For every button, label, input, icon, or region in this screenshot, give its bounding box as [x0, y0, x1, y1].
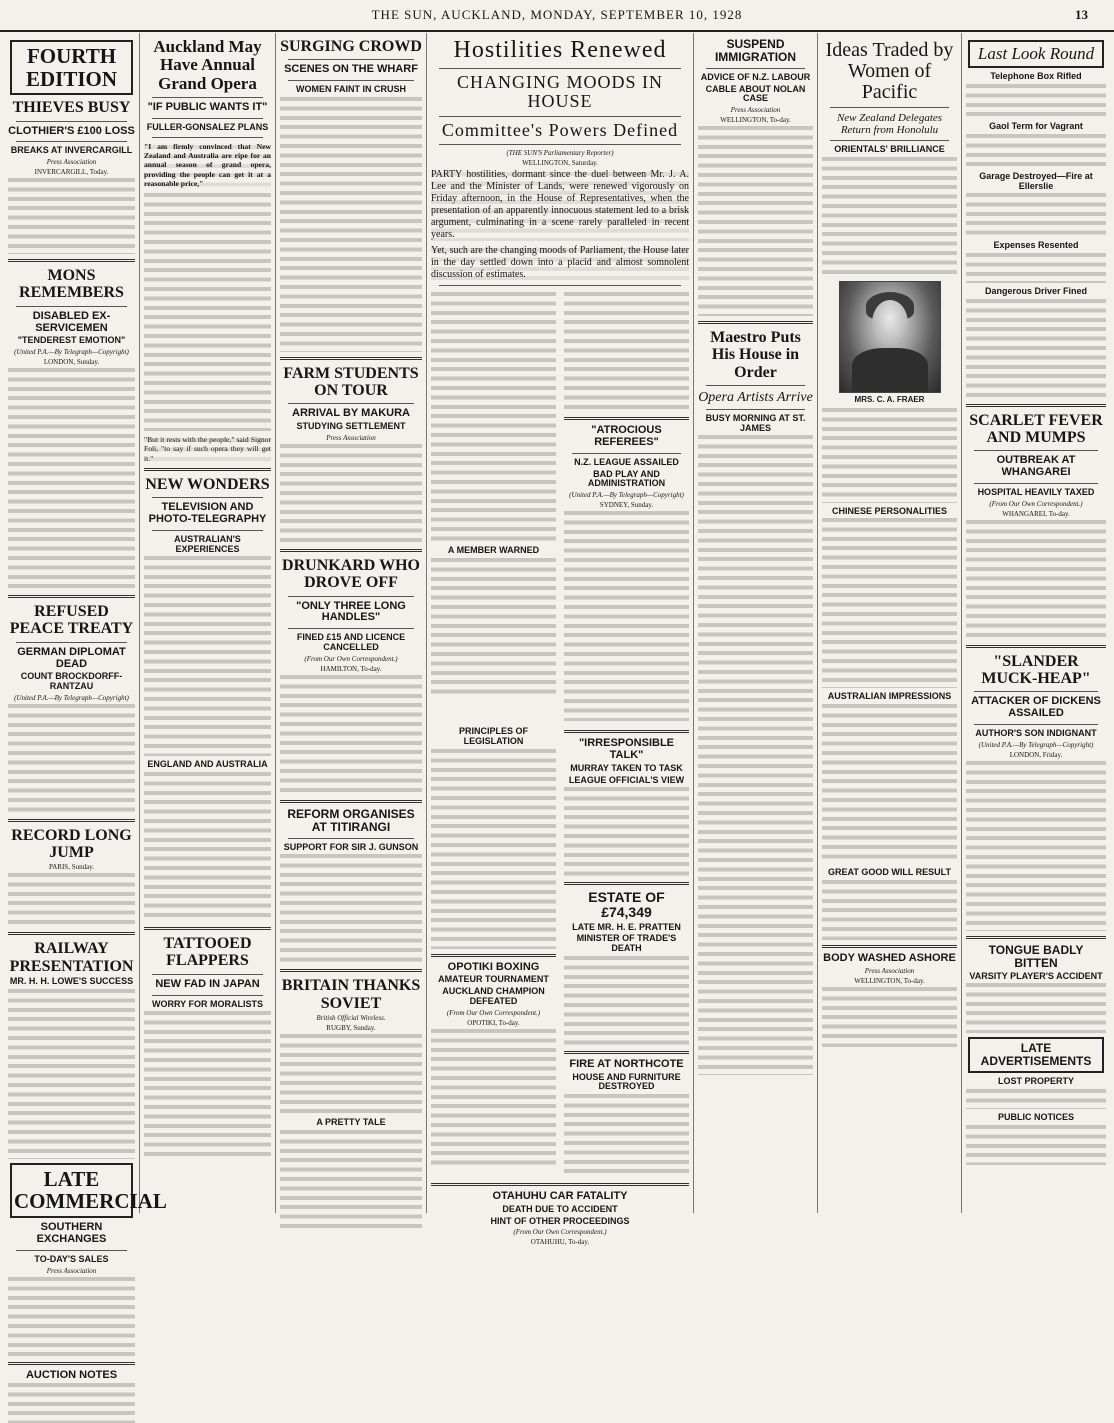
subhead-minister-of-trade: MINISTER OF TRADE'S DEATH	[576, 933, 677, 953]
masthead-title: THE SUN, AUCKLAND, MONDAY, SEPTEMBER 10, 1928	[371, 7, 743, 22]
late-commercial-banner: LATE COMMERCIAL	[10, 1163, 133, 1218]
subhead-nz-labour: ADVICE OF N.Z. LABOUR	[700, 71, 811, 82]
subhead-three-long-handles: "ONLY THREE LONG HANDLES"	[296, 599, 406, 624]
page-number: 13	[1075, 7, 1088, 22]
subhead-nz-delegates: New Zealand Delegates Return from Honolulu	[836, 112, 943, 136]
brief-dangerous-driver: Dangerous Driver Fined	[984, 285, 1088, 296]
dateline-whangarei: WHANGAREI, To-day.	[1002, 509, 1070, 518]
headline-reform-titirangi: REFORM ORGANISES AT TITIRANGI	[287, 806, 415, 834]
headline-annual-grand-opera: Auckland May Have Annual Grand Opera	[153, 37, 262, 93]
subhead-new-fad-japan: NEW FAD IN JAPAN	[155, 977, 260, 990]
subhead-if-public-wants-it: "IF PUBLIC WANTS IT"	[147, 101, 268, 114]
subhead-worry-moralists: WORRY FOR MORALISTS	[152, 998, 263, 1009]
subhead-amateur-tournament: AMATEUR TOURNAMENT	[438, 974, 549, 985]
subhead-lowe-success: MR. H. H. LOWE'S SUCCESS	[9, 975, 134, 986]
headline-slander-muck-heap: "SLANDER MUCK-HEAP"	[981, 652, 1091, 687]
headline-otahuhu-fatality: OTAHUHU CAR FATALITY	[492, 1190, 628, 1202]
column-3	[276, 33, 427, 1213]
subhead-studying-settlement: STUDYING SETTLEMENT	[296, 421, 406, 432]
subhead-changing-moods: CHANGING MOODS IN HOUSE	[457, 71, 663, 112]
dateline-mons: LONDON, Sunday.	[43, 358, 100, 367]
credit-thieves: Press Association	[46, 158, 97, 167]
lead-story-body	[431, 290, 689, 725]
headline-estate: ESTATE OF £74,349	[588, 889, 665, 921]
subhead-southern-exchanges: SOUTHERN EXCHANGES	[36, 1221, 107, 1245]
dateline-britain: RUGBY, Sunday.	[326, 1023, 376, 1032]
lead-paragraph: PARTY hostilities, dormant since the duel between Mr. J. A. Lee and the Minister of Lands, were renewed vigorously on Friday afternoon, in the House of Representatives, when the presentation of an apparently innocuous statement led to a brisk argument, culminating in a scene rarely paralleled in recent years.	[431, 169, 689, 241]
subhead-varsity-player: VARSITY PLAYER'S ACCIDENT	[969, 970, 1103, 981]
subhead-england-australia: ENGLAND AND AUSTRALIA	[147, 759, 268, 770]
headline-farm-students: FARM STUDENTS ON TOUR	[283, 364, 419, 400]
subhead-opera-artists-arrive: Opera Artists Arrive	[698, 389, 813, 405]
headline-railway-presentation: RAILWAY PRESENTATION	[9, 940, 134, 975]
headline-tattooed-flappers: TATTOOED FLAPPERS	[163, 935, 252, 970]
subhead-nolan-case: CABLE ABOUT NOLAN CASE	[705, 83, 806, 104]
headline-fire-northcote: FIRE AT NORTHCOTE	[569, 1057, 684, 1070]
credit-body-washed: Press Association	[864, 966, 915, 975]
subhead-house-furniture: HOUSE AND FURNITURE DESTROYED	[572, 1071, 681, 1092]
subhead-clothiers-loss: CLOTHIER'S £100 LOSS	[8, 124, 135, 137]
subhead-attacker-of-dickens: ATTACKER OF DICKENS ASSAILED	[971, 695, 1101, 720]
credit-whangarei: (From Our Own Correspondent.)	[989, 499, 1083, 508]
subhead-australians-experiences: AUSTRALIAN'S EXPERIENCES	[174, 533, 241, 554]
subhead-auckland-champion: AUCKLAND CHAMPION DEFEATED	[442, 986, 545, 1006]
fourth-edition-banner: FOURTH EDITION	[10, 40, 133, 95]
headline-opotiki-boxing: OPOTIKI BOXING	[447, 960, 540, 973]
column-6	[818, 33, 962, 1213]
dateline-immigration: WELLINGTON, To-day.	[720, 116, 791, 125]
subhead-chinese-personalities: CHINESE PERSONALITIES	[831, 505, 948, 516]
subhead-orientals-brilliance: ORIENTALS' BRILLIANCE	[834, 144, 945, 154]
subhead-todays-sales: TO-DAY'S SALES	[34, 1253, 109, 1264]
dateline-body-washed: WELLINGTON, To-day.	[854, 976, 925, 985]
dateline-otahuhu: OTAHUHU, To-day.	[530, 1238, 590, 1247]
headline-record-long-jump: RECORD LONG JUMP	[11, 826, 132, 862]
lead-paragraph-2: Yet, such are the changing moods of Parliament, the House later in the day settled down into a placid and almost somnolent discussion of estimates.	[431, 245, 689, 281]
column-1	[4, 33, 167, 1381]
brief-gaol-term: Gaol Term for Vagrant	[989, 121, 1083, 132]
headline-maestro: Maestro Puts His House in Order	[710, 329, 801, 381]
subhead-league-officials-view: LEAGUE OFFICIAL'S VIEW	[568, 774, 685, 785]
headline-surging-crowd: SURGING CROWD	[280, 38, 422, 55]
subhead-count-brockdorff: COUNT BROCKDORFF-RANTZAU	[20, 671, 123, 692]
headline-late-advertisements: LATE ADVERTISEMENTS	[968, 1037, 1104, 1073]
headline-auction-notes: AUCTION NOTES	[25, 1368, 118, 1381]
headline-body-washed-ashore: BODY WASHED ASHORE	[823, 951, 956, 964]
credit-immigration: Press Association	[730, 106, 781, 115]
subhead-lost-property: LOST PROPERTY	[997, 1076, 1074, 1087]
subhead-invercargill: BREAKS AT INVERCARGILL	[10, 145, 133, 156]
credit-peace-treaty: (United P.A.—By Telegraph—Copyright)	[14, 693, 129, 702]
subhead-scenes-wharf: SCENES ON THE WHARF	[284, 63, 418, 76]
masthead	[0, 0, 1114, 32]
dateline-drunkard: HAMILTON, To-day.	[320, 664, 382, 673]
headline-atrocious-referees: "ATROCIOUS REFEREES"	[591, 424, 662, 449]
headline-ideas-traded: Ideas Traded by Women of Pacific	[825, 39, 954, 103]
subhead-great-good-will: GREAT GOOD WILL RESULT	[828, 867, 951, 878]
lead-story-body-2	[431, 725, 689, 1178]
subhead-death-accident: DEATH DUE TO ACCIDENT	[502, 1203, 618, 1214]
brief-telephone-box: Telephone Box Rifled	[990, 71, 1082, 82]
headline-refused-peace-treaty: REFUSED PEACE TREATY	[9, 603, 134, 638]
credit-drunkard: (From Our Own Correspondent.)	[304, 654, 398, 663]
headline-new-wonders: NEW WONDERS	[145, 475, 270, 493]
headline-thieves-busy: THIEVES BUSY	[12, 99, 131, 117]
subhead-bad-play: BAD PLAY AND ADMINISTRATION	[587, 468, 666, 489]
subhead-authors-son: AUTHOR'S SON INDIGNANT	[975, 727, 1097, 738]
credit-referees: (United P.A.—By Telegraph—Copyright)	[569, 491, 684, 500]
subhead-arrival-makura: ARRIVAL BY MAKURA	[292, 407, 410, 420]
credit-britain: British Official Wireless.	[316, 1013, 386, 1022]
column-2	[140, 33, 276, 1213]
credit-otahuhu: (From Our Own Correspondent.)	[513, 1228, 607, 1237]
subhead-television: TELEVISION AND PHOTO-TELEGRAPHY	[148, 501, 267, 526]
headline-hostilities-renewed: Hostilities Renewed	[453, 37, 667, 63]
credit-late-commercial: Press Association	[46, 1266, 97, 1275]
subhead-hospital-taxed: HOSPITAL HEAVILY TAXED	[977, 486, 1095, 497]
headline-scarlet-fever: SCARLET FEVER AND MUMPS	[969, 411, 1103, 446]
dateline-opotiki: OPOTIKI, To-day.	[467, 1018, 520, 1027]
brief-expenses-resented: Expenses Resented	[993, 240, 1079, 251]
subhead-committees-powers: Committee's Powers Defined	[441, 119, 679, 140]
subhead-women-faint: WOMEN FAINT IN CRUSH	[296, 84, 406, 95]
column-5	[694, 33, 818, 1213]
subhead-pretty-tale: A PRETTY TALE	[316, 1116, 386, 1127]
credit-dickens: (United P.A.—By Telegraph—Copyright)	[978, 740, 1094, 749]
credit-farm-students: Press Association	[326, 433, 376, 442]
subhead-nz-league-assailed: N.Z. LEAGUE ASSAILED	[574, 456, 679, 467]
portrait-photo	[839, 281, 941, 393]
subhead-late-mr-pratten: LATE MR. H. E. PRATTEN	[572, 921, 681, 932]
subhead-principles-legislation: PRINCIPLES OF LEGISLATION	[458, 726, 528, 746]
subhead-german-diplomat-dead: GERMAN DIPLOMAT DEAD	[17, 645, 126, 670]
brief-garage-destroyed: Garage Destroyed—Fire at Ellerslie	[979, 170, 1093, 191]
subhead-st-james: BUSY MORNING AT ST. JAMES	[705, 412, 806, 433]
subhead-sir-j-gunson: SUPPORT FOR SIR J. GUNSON	[283, 841, 419, 852]
subhead-fined-15: FINED £15 AND LICENCE CANCELLED	[296, 632, 406, 652]
dateline-dickens: LONDON, Friday.	[1009, 750, 1063, 759]
headline-tongue-bitten: TONGUE BADLY BITTEN	[988, 942, 1084, 970]
credit-opotiki: (From Our Own Correspondent.)	[446, 1008, 541, 1017]
dateline-thieves: INVERCARGILL, Today.	[34, 168, 109, 177]
subhead-australian-impressions: AUSTRALIAN IMPRESSIONS	[827, 691, 952, 702]
subhead-other-proceedings: HINT OF OTHER PROCEEDINGS	[490, 1215, 630, 1226]
subhead-murray: MURRAY TAKEN TO TASK	[570, 762, 683, 773]
headline-suspend-immigration: SUSPEND IMMIGRATION	[714, 37, 797, 64]
headline-drunkard: DRUNKARD WHO DROVE OFF	[282, 556, 420, 592]
subhead-fuller-gonsalez: FULLER-GONSALEZ PLANS	[146, 121, 269, 132]
dateline-hostilities: WELLINGTON, Saturday.	[522, 159, 598, 168]
column-4-lead-story	[427, 33, 694, 1247]
subhead-disabled-ex-servicemen: DISABLED EX-SERVICEMEN	[32, 309, 111, 334]
headline-irresponsible-talk: "IRRESPONSIBLE TALK"	[578, 737, 675, 761]
subhead-tenderest-emotion: "TENDEREST EMOTION"	[17, 335, 126, 346]
subhead-public-notices: PUBLIC NOTICES	[997, 1111, 1074, 1122]
subhead-member-warned: A MEMBER WARNED	[447, 545, 540, 556]
headline-mons-remembers: MONS REMEMBERS	[19, 267, 124, 302]
column-7	[962, 33, 1110, 1213]
photo-caption: MRS. C. A. FRAER	[854, 394, 925, 404]
dateline-long-jump: PARIS, Sunday.	[49, 863, 94, 872]
credit-mons: (United P.A.—By Telegraph—Copyright)	[14, 348, 129, 357]
headline-britain-thanks-soviet: BRITAIN THANKS SOVIET	[281, 977, 421, 1012]
opera-quote: "I am firmly convinced that New Zealand and Australia are ripe for an annual season of grand opera, providing the people can get it at a reasonable price,"	[144, 141, 271, 189]
credit-parliamentary: (THE SUN'S Parliamentary Reporter)	[506, 149, 614, 158]
opera-closing-quote: "But it rests with the people," said Signor Foli, "to say if such opera they will get it."	[144, 434, 271, 463]
headline-last-look-round: Last Look Round	[968, 40, 1104, 68]
dateline-referees: SYDNEY, Sunday.	[599, 501, 654, 510]
subhead-outbreak-whangarei: OUTBREAK AT WHANGAREI	[996, 454, 1076, 479]
